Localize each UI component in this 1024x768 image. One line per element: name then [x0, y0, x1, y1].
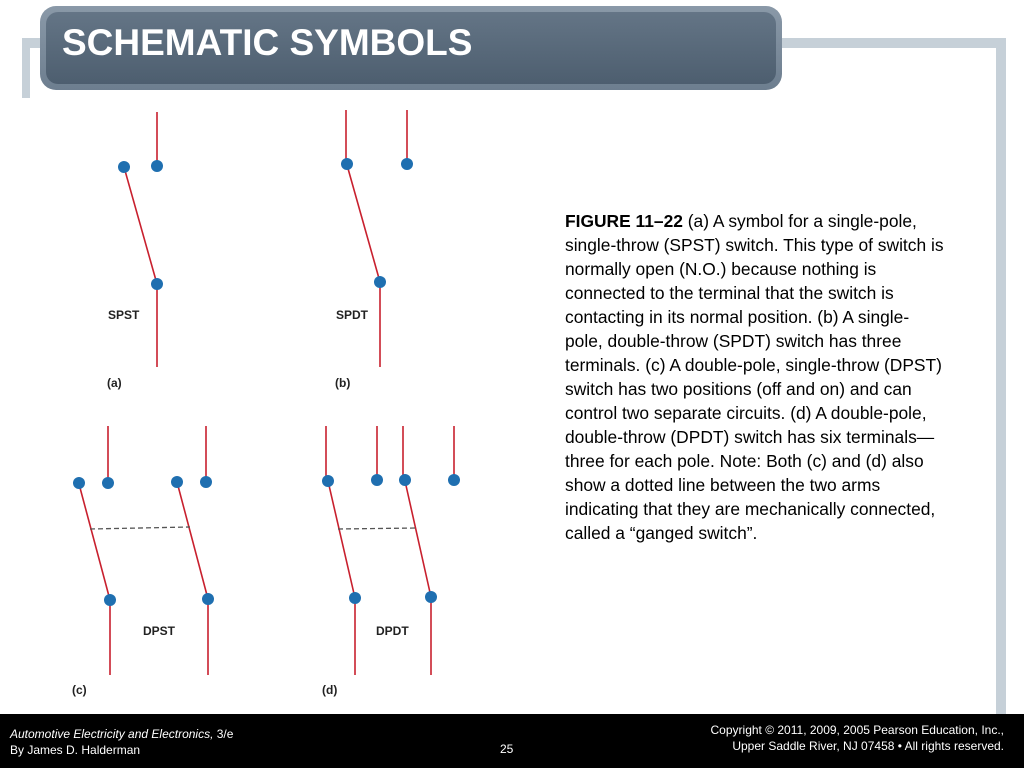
dpdt-arm-2	[405, 481, 431, 597]
dpst-arm-2	[177, 482, 208, 599]
dpdt-terminal-4	[448, 474, 460, 486]
dpst-label: DPST	[143, 624, 176, 638]
footer-copyright-line1: Copyright © 2011, 2009, 2005 Pearson Education, Inc.,	[710, 723, 1004, 737]
spdt-terminal-3	[374, 276, 386, 288]
footer-copyright-line2: Upper Saddle River, NJ 07458 • All rights reserved.	[732, 739, 1004, 753]
spst-terminal-1	[118, 161, 130, 173]
switch-symbols-figure	[70, 100, 470, 705]
dpst-ganged-link	[90, 527, 190, 529]
dpdt-label: DPDT	[376, 624, 409, 638]
dpdt-terminal-2	[371, 474, 383, 486]
dpdt-terminal-3	[399, 474, 411, 486]
dpst-tag: (c)	[72, 683, 87, 697]
slide-footer	[0, 714, 1024, 768]
footer-book-title: Automotive Electricity and Electronics,	[10, 727, 214, 741]
spdt-terminal-1	[341, 158, 353, 170]
dpdt-terminal-5	[349, 592, 361, 604]
dpst-arm-1	[79, 484, 110, 600]
spdt-tag: (b)	[335, 376, 351, 390]
spst-label: SPST	[108, 308, 140, 322]
caption-figure-id: FIGURE 11–22	[565, 211, 683, 231]
dpst-terminal-4	[200, 476, 212, 488]
slide-title: SCHEMATIC SYMBOLS	[62, 22, 473, 63]
spst-terminal-2	[151, 160, 163, 172]
footer-edition: 3/e	[213, 727, 234, 741]
dpdt-terminal-1	[322, 475, 334, 487]
slide-frame-right	[996, 38, 1006, 714]
dpdt-terminal-6	[425, 591, 437, 603]
dpst-terminal-2	[102, 477, 114, 489]
spdt-terminal-2	[401, 158, 413, 170]
footer-book-info	[10, 726, 233, 758]
dpdt-tag: (d)	[322, 683, 338, 697]
dpst-terminal-3	[171, 476, 183, 488]
dpdt-ganged-link	[338, 528, 417, 529]
dpst-terminal-1	[73, 477, 85, 489]
spst-tag: (a)	[107, 376, 122, 390]
spdt-arm	[347, 165, 380, 282]
dpst-terminal-6	[202, 593, 214, 605]
spst-arm	[124, 167, 157, 284]
dpst-terminal-5	[104, 594, 116, 606]
spdt-label: SPDT	[336, 308, 369, 322]
dpdt-arm-1	[328, 481, 355, 598]
caption-text: (a) A symbol for a single-pole, single-throw (SPST) switch. This type of switch is normally open (N.O.) because nothing is connected to the terminal that the switch is contacting in its normal position. (b) A single-pole, double-throw (SPDT) switch has three terminals. (c) A double-pole, single-throw (DPST) switch has two positions (off and on) and can control two separate circuits. (d) A double-pole, double-throw (DPDT) switch has six terminals—three for each pole. Note: Both (c) and (d) also show a dotted line between the two arms indicating that they are mechanically connected, called a “ganged switch”.	[565, 211, 944, 543]
spst-terminal-3	[151, 278, 163, 290]
footer-copyright	[711, 722, 1004, 754]
figure-caption	[565, 209, 945, 545]
footer-page-number: 25	[500, 742, 514, 756]
slide-frame-left	[22, 38, 30, 98]
footer-author: By James D. Halderman	[10, 743, 141, 757]
